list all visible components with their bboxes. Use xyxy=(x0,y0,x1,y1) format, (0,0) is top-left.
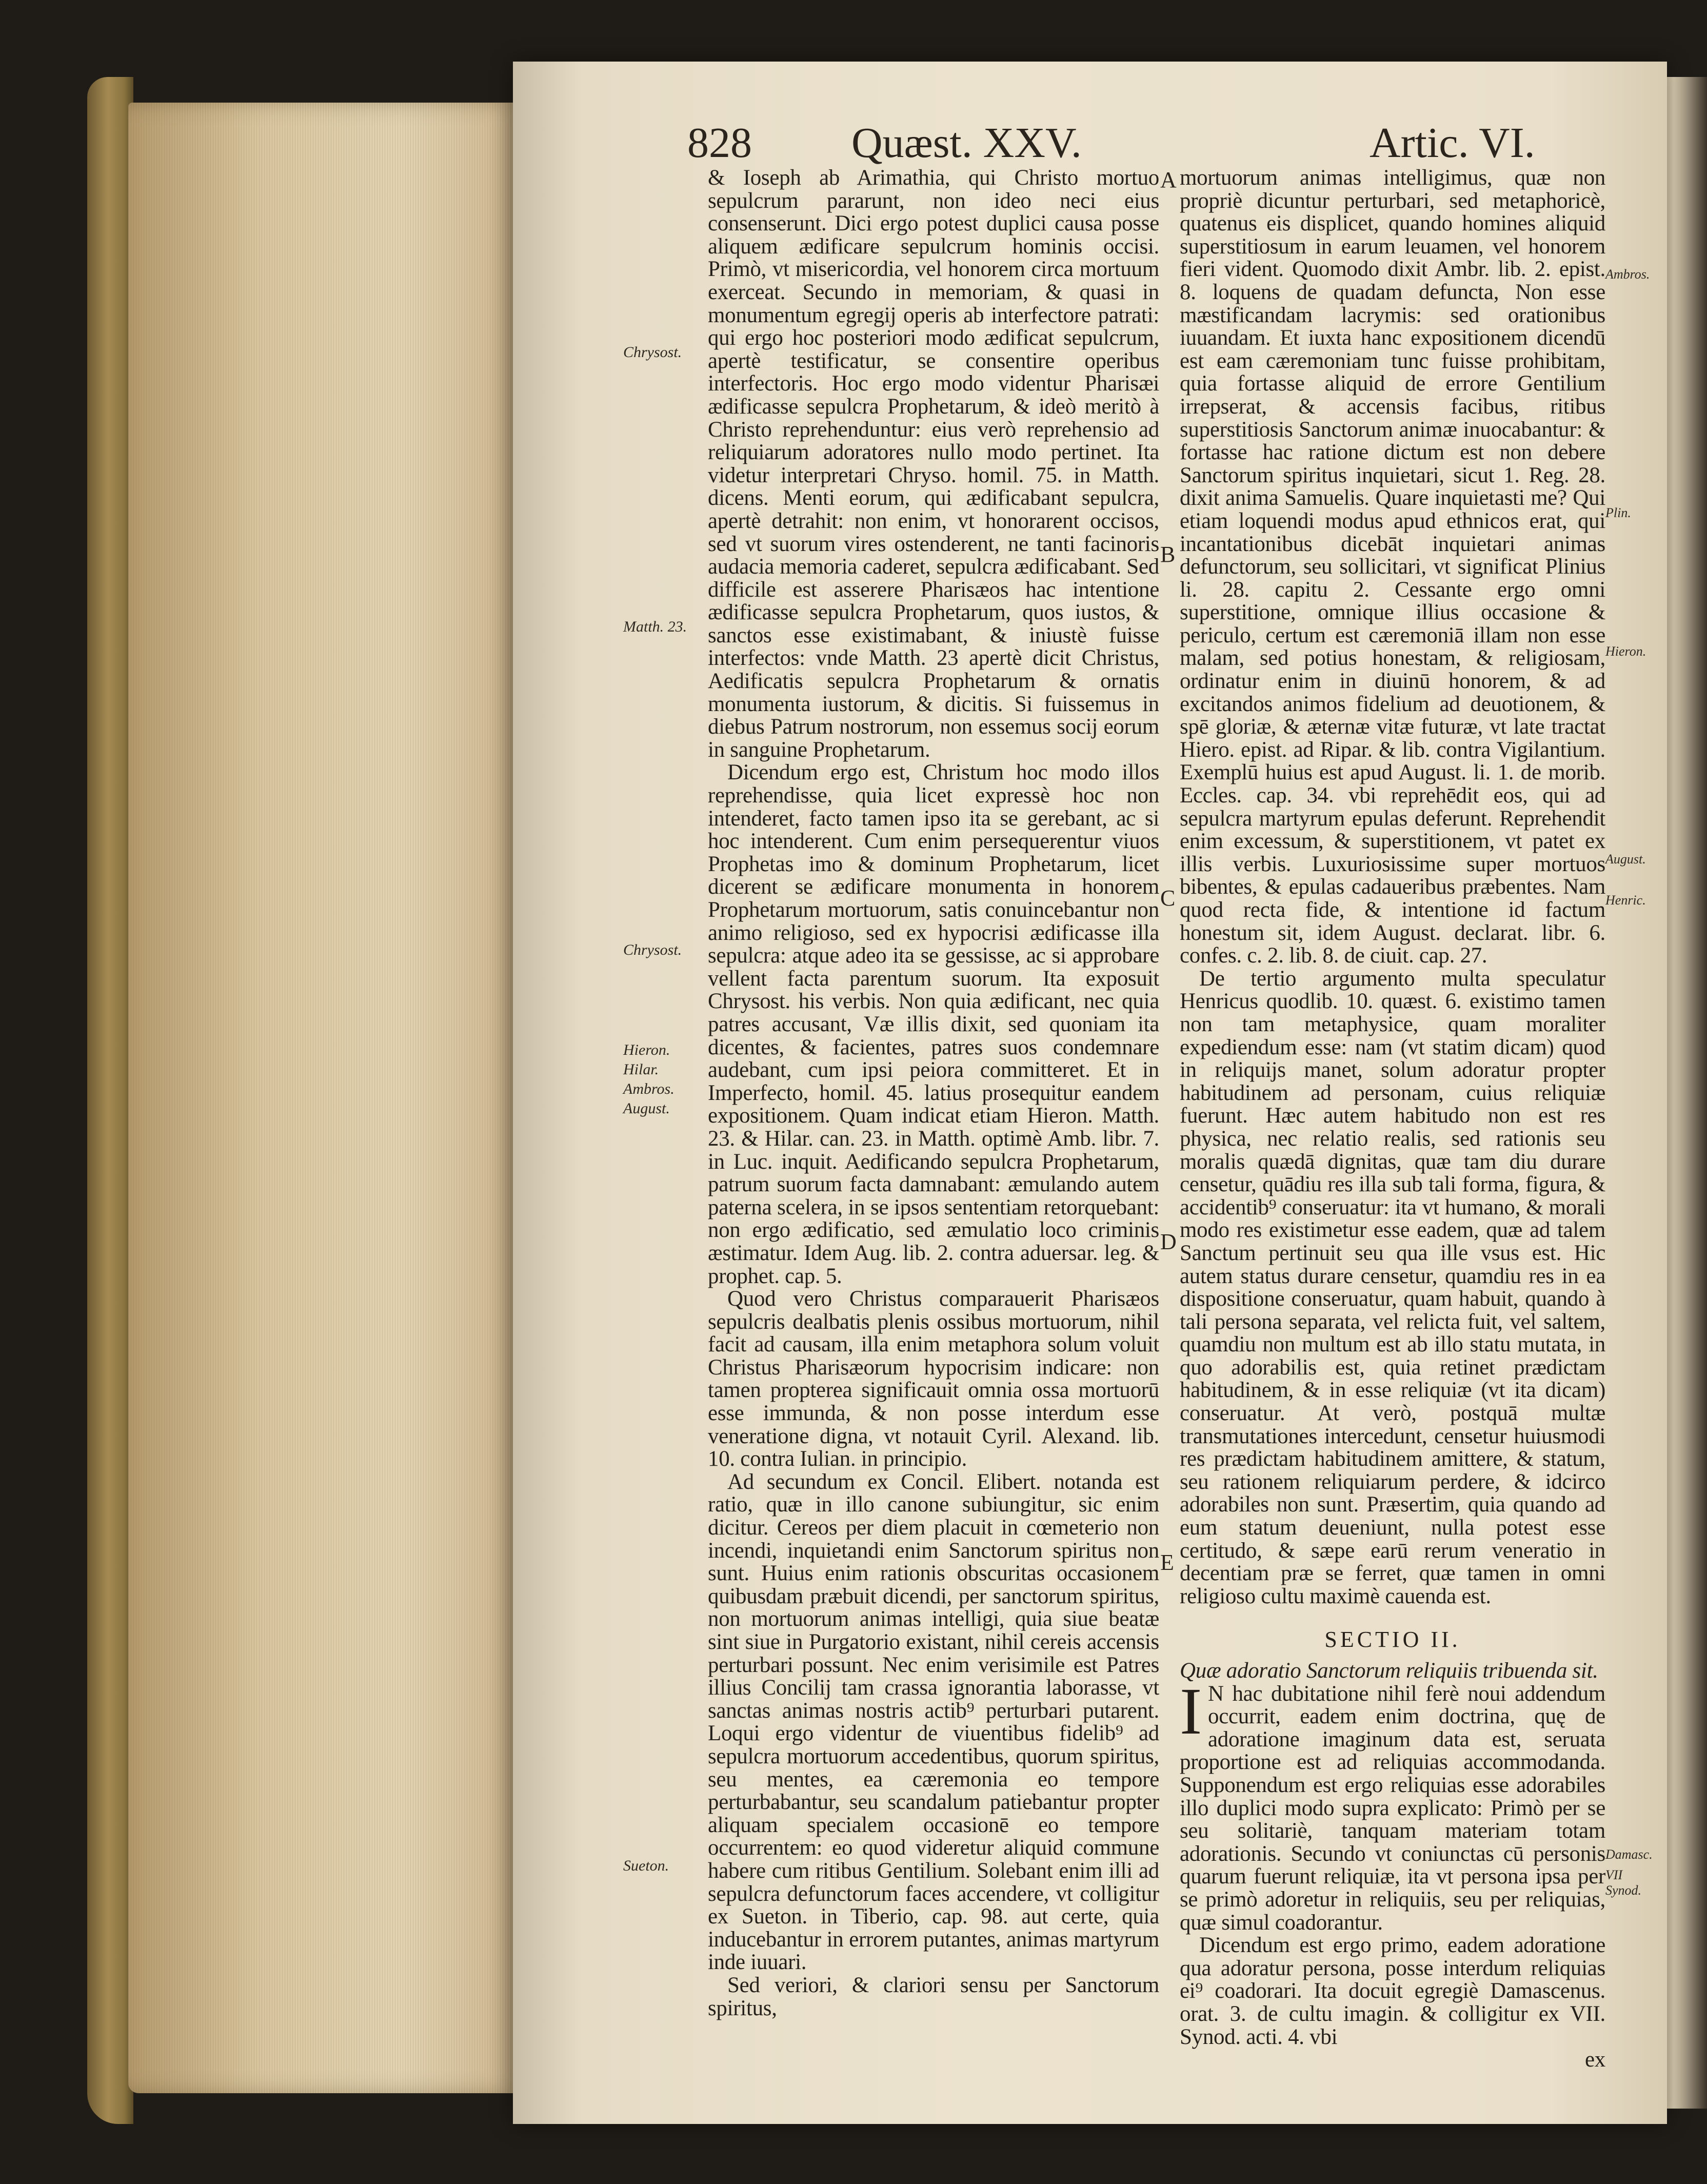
margin-note: Plin. xyxy=(1605,505,1631,520)
margin-note: Henric. xyxy=(1605,893,1646,908)
paragraph: Ad secundum ex Concil. Elibert. notanda est ratio, quæ in illo canone subiungitur, sic enim dicitur. Cereos per diem placuit in cœmeterio non incendi, inquietandi enim Sanctorum spiritus non sunt. Huius enim rationis obscuritas occasionem quibusdam præbuit dicendi, per sanctorum spiritus, non mortuorum animas intelligi, quia siue beatæ sint siue in Purgatorio existant, nihil cereis accensis perturbari possunt. Nec enim verisimile est Patres illius Concilij tam crassa ignorantia laborasse, vt sanctas animas nostris actib⁹ perturbari putarent. Loqui ergo videntur de viuentibus fidelib⁹ ad sepulcra mortuorum accedentibus, quorum spiritus, seu mentes, ea cæremonia eo tempore perturbabantur, seu scandalum patiebantur propter aliquam specialem occasionē eo tempore occurrentem: eo quod videretur aliquid commune habere cum ritibus Gentilium. Solebant enim illi ad sepulcra defunctorum faces accendere, vt colligitur ex Sueton. in Tiberio, cap. 98. aut certe, quia inducebantur in errorem putantes, animas martyrum inde iuuari. xyxy=(708,1469,1159,1975)
paragraph: Quod vero Christus comparauerit Pharisæos sepulcris dealbatis plenis ossibus mortuorum, nihil facit ad causam, illa enim metaphora solum voluit Christus Pharisæorum hypocrisim indicare: non tamen propterea significauit omnia ossa mortuorū esse immunda, & non posse interdum esse veneratione digna, vt notauit Cyril. Alexand. lib. 10. contra Iulian. in principio. xyxy=(708,1287,1159,1471)
book-cover-edge xyxy=(87,77,133,2124)
page-number: 828 xyxy=(687,119,752,167)
section-letter: E xyxy=(1160,1550,1174,1575)
margin-note: Matth. 23. xyxy=(623,618,687,635)
section-letter: D xyxy=(1160,1229,1177,1254)
article-heading: Artic. VI. xyxy=(1369,119,1535,167)
right-column xyxy=(1180,167,1605,2072)
paragraph: mortuorum animas intelligimus, quæ non propriè dicuntur perturbari, sed metaphoricè, quatenus eis displicet, quando homines aliquid superstitiosum in earum leuamen, vel honorem fieri vident. Quomodo dixit Ambr. lib. 2. epist. 8. loquens de quadam defuncta, Non esse mæstificandam lacrymis: sed orationibus iuuandam. Et iuxta hanc expositionem dicendū est eam cæremoniam tunc fuisse prohibitam, quia fortasse aliquid de errore Gentilium irrepserat, & accensis facibus, ritibus superstitiosis Sanctorum animæ inuocabantur: & fortasse hac ratione dictum est non debere Sanctorum spiritus inquietari, sicut 1. Reg. 28. dixit anima Samuelis. Quare inquietasti me? Qui etiam loquendi modus apud ethnicos erat, qui incantationibus dicebāt inquietari animas defunctorum, seu sollicitari, vt significat Plinius li. 28. capitu 2. Cessante ergo omni superstitione, omnique illius occasione & periculo, certum est cæremoniā illam non esse malam, sed potius honestam, & religiosam, ordinatur enim in diuinū honorem, & ad excitandos animos fidelium ad deuotionem, & spē gloriæ, & æternæ vitæ futuræ, vt late tractat Hiero. epist. ad Ripar. & lib. contra Vigilantium. Exemplū huius est apud August. li. 1. de morib. Eccles. cap. 34. vbi reprehēdit eos, qui ad sepulcra martyrum epulas deferunt. Reprehendit enim excessum, & superstitionem, vt patet ex illis verbis. Luxuriosissime super mortuos bibentes, & epulas cadaueribus præbentes. Nam quod recta fide, & intentione id factum honestum sit, idem August. declarat. libr. 6. confes. c. 2. lib. 8. de ciuit. cap. 27. xyxy=(1180,166,1605,968)
question-heading: Quæst. XXV. xyxy=(851,119,1082,167)
section-letter: B xyxy=(1160,542,1176,567)
margin-note: VII Synod. xyxy=(1605,1867,1642,1898)
catchword: ex xyxy=(1585,2048,1605,2072)
section-paragraph: Dicendum est ergo primo, eadem adoratione qua adoratur persona, posse interdum reliquias ei⁹ coadorari. Ita docuit egregiè Damascenus. orat. 3. de cultu imagin. & colligitur ex VII. Synod. acti. 4. vbi xyxy=(1180,1933,1605,2049)
left-column xyxy=(708,167,1159,2020)
margin-note: Chrysost. xyxy=(623,344,682,361)
paragraph: Sed veriori, & clariori sensu per Sanctorum spiritus, xyxy=(708,1973,1159,2020)
drop-cap: I xyxy=(1180,1674,1202,1748)
margin-note: Hilar. xyxy=(623,1061,659,1078)
margin-note: August. xyxy=(1605,852,1646,867)
margin-note: Ambros. xyxy=(1605,267,1650,282)
section-heading: SECTIO II. xyxy=(1324,1627,1461,1652)
section-paragraph xyxy=(1180,1674,1605,1935)
margin-note: August. xyxy=(623,1100,670,1117)
margin-note: Hieron. xyxy=(1605,644,1646,659)
section-text: N hac dubitatione nihil ferè noui addendum occurrit, eadem enim doctrina, quę de adoratione imaginum data est, seruata proportione est ad reliquias accommodanda. Supponendum est ergo reliquias esse adorabiles illo duplici modo supra explicato: Primò per se seu solitariè, tanquam materiam totam adorationis. Secundo vt coniunctas cū personis quarum fuerunt reliquiæ, ita vt persona ipsa per se primò adoretur in reliquiis, seu per reliquias, quæ simul coadorantur. xyxy=(1180,1681,1605,1935)
margin-note: Chrysost. xyxy=(623,941,682,958)
section-letter: A xyxy=(1160,167,1177,192)
margin-note: Sueton. xyxy=(623,1857,669,1874)
book-fore-edge xyxy=(128,103,518,2093)
paragraph: De tertio argumento multa speculatur Henricus quodlib. 10. quæst. 6. existimo tamen non tam metaphysice, quam moraliter expediendum esse: nam (vt statim dicam) quod in reliquijs manet, solum adoratur propter habitudinem ad personam, cuius reliquiæ fuerunt. Hæc autem habitudo non est res physica, nec relatio realis, sed rationis seu moralis quædā dignitas, quæ tam diu durare censetur, quādiu res illa sub tali forma, figura, & accidentib⁹ conseruatur: ita vt humano, & morali modo res existimetur esse eadem, quæ ad talem Sanctum pertinuit seu qua ille vsus est. Hic autem status durare censetur, quamdiu res in ea dispositione conseruatur, quam habuit, quando à tali persona separata, vel relicta fuit, vel saltem, quamdiu non multum est ab illo statu mutata, in quo adorabilis est, quia retinet prædictam habitudinem, & in esse reliquiæ (vt ita dicam) conseruatur. At verò, postquā multæ transmutationes intercedunt, censetur huiusmodi res prædictam habitudinem amittere, & statum, seu rationem reliquiarum perdere, & idcirco adorabiles non sunt. Præsertim, quia quando ad eum statum deueniunt, nulla potest esse certitudo, & sæpe earū rerum veneratio in decentiam præ se ferret, quæ tamen in omni religioso cultu maximè cauenda est. xyxy=(1180,966,1605,1608)
margin-note: Hieron. xyxy=(623,1041,670,1058)
section-letter: C xyxy=(1160,886,1176,911)
paragraph: Dicendum ergo est, Christum hoc modo illos reprehendisse, quia licet expressè hoc non intenderet, facto tamen ipso ita se gerebant, ac si hoc intenderent. Cum enim persequerentur viuos Prophetas imo & dominum Prophetarum, licet dicerent se ædificare monumenta in honorem Prophetarum mortuorum, satis conuincebantur non animo religioso, sed ex hypocrisi ædificasse illa sepulcra: atque adeo ita se gessisse, ac si approbare vellent facta parentum suorum. Ita exposuit Chrysost. his verbis. Non quia ædificant, nec quia patres accusant, Væ illis dixit, sed quoniam ita dicentes, & facientes, patres suos condemnare audebant, cum ipsi peiora committeret. Et in Imperfecto, homil. 45. latius prosequitur eandem expositionem. Quam indicat etiam Hieron. Matth. 23. & Hilar. can. 23. in Matth. optimè Amb. libr. 7. in Luc. inquit. Aedificando sepulcra Prophetarum, patrum suorum facta damnabant: æmulando autem paterna scelera, in se ipsos sententiam retorquebant: non ergo ædificatio, sed æmulatio loco criminis æstimatur. Idem Aug. lib. 2. contra aduersar. leg. & prophet. cap. 5. xyxy=(708,760,1159,1288)
paragraph: & Ioseph ab Arimathia, qui Christo mortuo sepulcrum pararunt, non ideo neci eius consenserunt. Dici ergo potest duplici causa posse aliquem ædificare sepulcrum hominis occisi. Primò, vt misericordia, vel honorem circa mortuum exerceat. Secundo in memoriam, & quasi in monumentum egregij operis ab interfectore patrati: qui ergo hoc posteriori modo ædificat sepulcrum, apertè testificatur, se consentire operibus interfectoris. Hoc ergo modo videntur Pharisæi ædificasse sepulcra Prophetarum, & ideò meritò à Christo reprehenduntur: eius verò reprehensio ad reliquiarum adoratores nullo modo pertinet. Ita videtur interpretari Chryso. homil. 75. in Matth. dicens. Menti eorum, qui ædificabant sepulcra, apertè detrahit: non enim, vt honorarent occisos, sed vt suorum vires ostenderent, ne tanti facinoris audacia memoria caderet, sepulcra ædificabant. Sed difficile est asserere Pharisæos hac intentione ædificasse sepulcra Prophetarum, quos iustos, & sanctos esse existimabant, & iniustè fuisse interfectos: vnde Matth. 23 apertè dicit Christus, Aedificatis sepulcra Prophetarum & ornatis monumenta iustorum, & dicitis. Si fuissemus in diebus Patrum nostrorum, non essemus socij eorum in sanguine Prophetarum. xyxy=(708,166,1159,762)
section-subheading: Quæ adoratio Sanctorum reliquiis tribuenda sit. xyxy=(1180,1659,1598,1683)
margin-note: Ambros. xyxy=(623,1080,674,1097)
margin-note: Damasc. xyxy=(1605,1847,1653,1862)
